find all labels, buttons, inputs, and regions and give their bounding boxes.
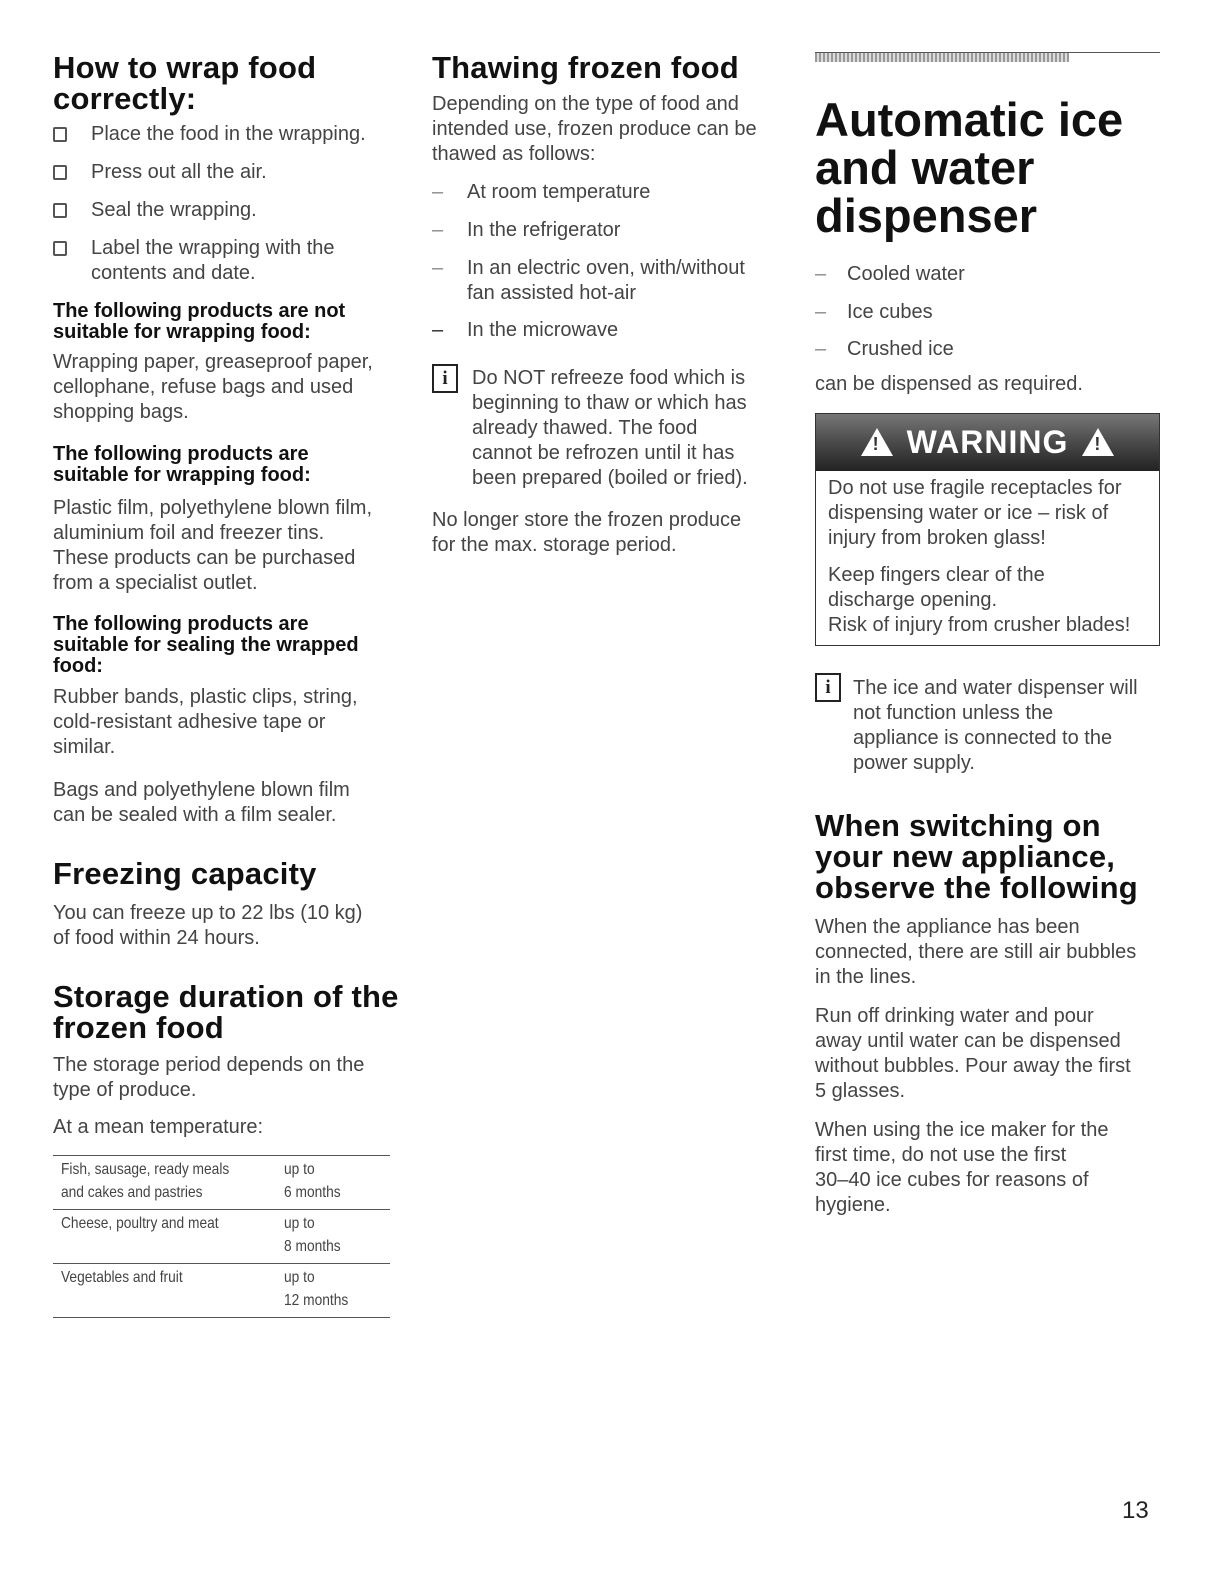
warning-box xyxy=(815,413,1160,646)
dash-bullet: – xyxy=(432,257,444,279)
not-suitable-heading: The following products are not suitable for wrapping food: xyxy=(53,300,346,343)
table-cell-food: Vegetables and fruit xyxy=(61,1269,183,1286)
dispenser-note: The ice and water dispenser will not function unless the appliance is connected to the power supply. xyxy=(853,677,1138,774)
checkbox-icon xyxy=(53,127,67,142)
wrap-title: How to wrap food correctly: xyxy=(53,50,317,116)
table-cell-duration: up to 6 months xyxy=(284,1161,341,1201)
mean-temp-text: At a mean temperature: xyxy=(53,1116,264,1138)
page-number: 13 xyxy=(1122,1497,1149,1524)
sealer-text: Bags and polyethylene blown film can be sealed with a film sealer. xyxy=(53,779,350,826)
thawing-intro: Depending on the type of food and intended use, frozen produce can be thawed as follows: xyxy=(432,93,757,165)
dash-bullet: – xyxy=(815,263,827,285)
max-storage-text: No longer store the frozen produce for the max. storage period. xyxy=(432,509,742,556)
info-icon: i xyxy=(815,673,841,702)
dash-bullet: – xyxy=(432,219,444,241)
dispenser-after: can be dispensed as required. xyxy=(815,373,1083,395)
sealing-text: Rubber bands, plastic clips, string, cold-resistant adhesive tape or similar. xyxy=(53,686,358,758)
section-marker xyxy=(815,53,1069,62)
freezing-text: You can freeze up to 22 lbs (10 kg) of food within 24 hours. xyxy=(53,902,363,949)
warning-header xyxy=(816,414,1159,471)
switching-title: When switching on your new appliance, observe the following xyxy=(815,808,1138,905)
dash-bullet: – xyxy=(815,338,827,360)
sealing-heading: The following products are suitable for sealing the wrapped food: xyxy=(53,613,359,677)
storage-title: Storage duration of the frozen food xyxy=(53,979,399,1045)
thawing-note: Do NOT refreeze food which is beginning to thaw or which has already thawed. The food cannot be refrozen until it has been prepared (boiled or fried). xyxy=(472,367,748,489)
thawing-title: Thawing frozen food xyxy=(432,50,739,85)
suitable-heading: The following products are suitable for wrapping food: xyxy=(53,443,311,486)
warning-triangle-icon xyxy=(861,428,893,456)
warning-triangle-icon xyxy=(1082,428,1114,456)
not-suitable-text: Wrapping paper, greaseproof paper, cellophane, refuse bags and used shopping bags. xyxy=(53,351,373,423)
table-cell-food: Cheese, poultry and meat xyxy=(61,1215,219,1232)
dash-bullet: – xyxy=(432,181,444,203)
table-cell-duration: up to 12 months xyxy=(284,1269,349,1309)
checkbox-icon xyxy=(53,203,67,218)
checkbox-icon xyxy=(53,165,67,180)
info-icon: i xyxy=(432,364,458,393)
switching-text: When using the ice maker for the first time, do not use the first 30–40 ice cubes for reasons of hygiene. xyxy=(815,1119,1109,1216)
table-rule xyxy=(53,1155,390,1156)
table-rule xyxy=(53,1263,390,1264)
dash-bullet: – xyxy=(815,301,827,323)
dash-bullet: – xyxy=(432,319,444,341)
table-cell-food: Fish, sausage, ready meals and cakes and pastries xyxy=(61,1161,230,1201)
dispenser-title: Automatic ice and water dispenser xyxy=(815,93,1124,242)
freezing-title: Freezing capacity xyxy=(53,856,317,891)
table-rule xyxy=(53,1317,390,1318)
switching-text: When the appliance has been connected, there are still air bubbles in the lines. xyxy=(815,916,1137,988)
table-rule xyxy=(53,1209,390,1210)
storage-text: The storage period depends on the type of produce. xyxy=(53,1054,365,1101)
suitable-text: Plastic film, polyethylene blown film, aluminium foil and freezer tins. These products can be purchased from a specialist outlet. xyxy=(53,497,373,594)
table-cell-duration: up to 8 months xyxy=(284,1215,341,1255)
warning-label: WARNING xyxy=(906,424,1069,460)
warning-text: Keep fingers clear of the discharge opening. Risk of injury from crusher blades! xyxy=(828,564,1131,636)
warning-text: Do not use fragile receptacles for dispensing water or ice – risk of injury from broken glass! xyxy=(828,477,1122,549)
switching-text: Run off drinking water and pour away until water can be dispensed without bubbles. Pour away the first 5 glasses. xyxy=(815,1005,1131,1102)
checkbox-icon xyxy=(53,241,67,256)
